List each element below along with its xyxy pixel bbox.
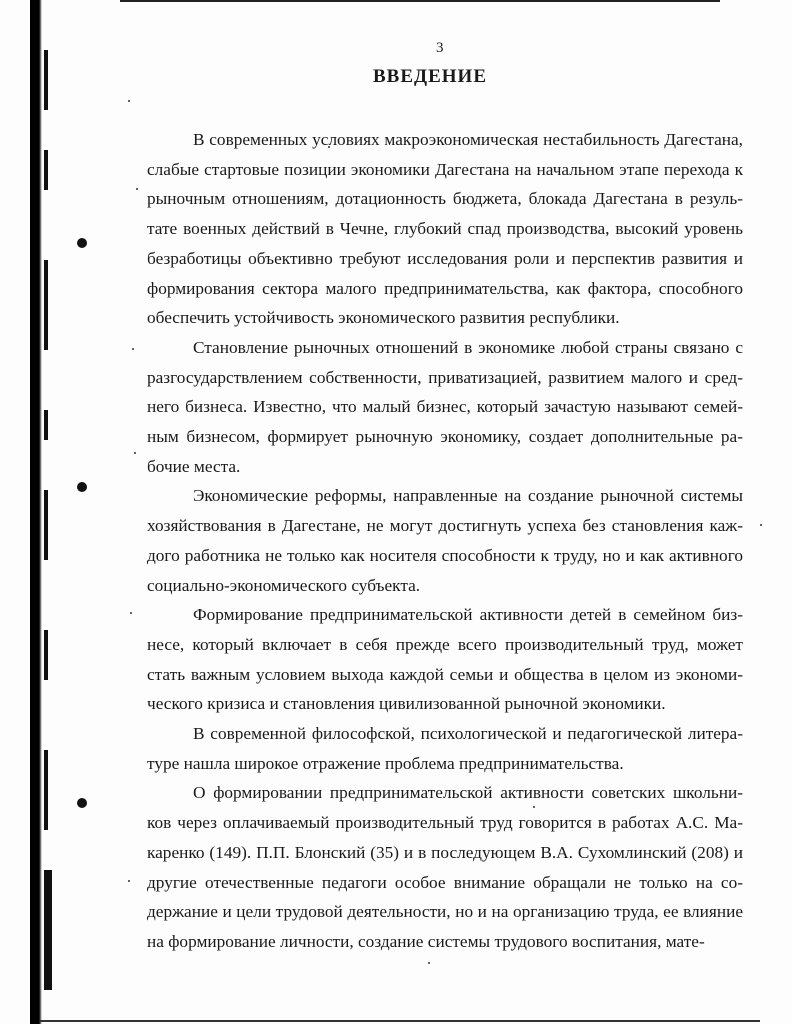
paragraph: Формирование предпринимательской активности детей в семейном бизнесе, который включает в себя прежде всего производительный труд, может стать важным условием выхода каждой семьи и общества в целом из экономического кризиса и становления цивилизованной рыночной экономики. xyxy=(147,605,743,714)
scan-speck xyxy=(132,348,134,350)
scan-speck xyxy=(130,612,132,614)
page-number: 3 xyxy=(436,40,444,56)
section-heading: ВВЕДЕНИЕ xyxy=(373,66,487,87)
scan-artifact-hole-mark xyxy=(77,798,87,808)
body-text xyxy=(147,125,743,957)
scan-speck xyxy=(128,880,130,882)
scan-artifact-hole-mark xyxy=(77,238,87,248)
scan-artifact-left-marks xyxy=(44,30,64,1020)
scan-speck xyxy=(136,188,138,190)
paragraph: В современной философской, психологической и педагогической литературе нашла широкое отражение проблема предпринимательства. xyxy=(147,724,743,773)
scan-artifact-top-line xyxy=(120,0,720,2)
paragraph: Становление рыночных отношений в экономике любой страны связано с разгосударствлением собственности, приватизацией, развитием малого и среднего бизнеса. Известно, что малый бизнес, который зачастую называют семейным бизнесом, формирует рыночную экономику, создает дополнительные рабочие места. xyxy=(147,337,743,476)
scan-speck xyxy=(760,524,762,526)
scan-artifact-bottom-line xyxy=(40,1020,760,1022)
scan-speck xyxy=(128,100,130,102)
paragraph: О формировании предпринимательской активности советских школьников через оплачиваемый производительный труд говорится в работах А.С. Макаренко (149). П.П. Блонский (35) и в последующем В.А. Сухомлинский (208) и другие отечественные педагоги особое внимание обращали не только на содержание и цели трудовой деятельности, но и на организацию труда, ее влияние на формирование личности, создание системы трудового воспитания, мате- xyxy=(147,783,743,951)
scan-artifact-hole-mark xyxy=(77,482,87,492)
paragraph: В современных условиях макроэкономическая нестабильность Дагестана, слабые стартовые позиции экономики Дагестана на начальном этапе перехода к рыночным отношениям, дотационность бюджета, блокада Дагестана в результате военных действий в Чечне, глубокий спад производства, высокий уровень безработицы объективно требуют исследования роли и перспектив развития и формирования сектора малого предпринимательства, как фактора, способного обеспечить устойчивость экономического развития республики. xyxy=(147,130,743,328)
scan-speck xyxy=(428,962,430,964)
scan-speck xyxy=(134,452,136,454)
scan-artifact-left-border xyxy=(30,0,42,1024)
paragraph: Экономические реформы, направленные на создание рыночной системы хозяйствования в Дагестане, не могут достигнуть успеха без становления каждого работника не только как носителя способности к труду, но и как активного социально-экономического субъекта. xyxy=(147,486,743,595)
